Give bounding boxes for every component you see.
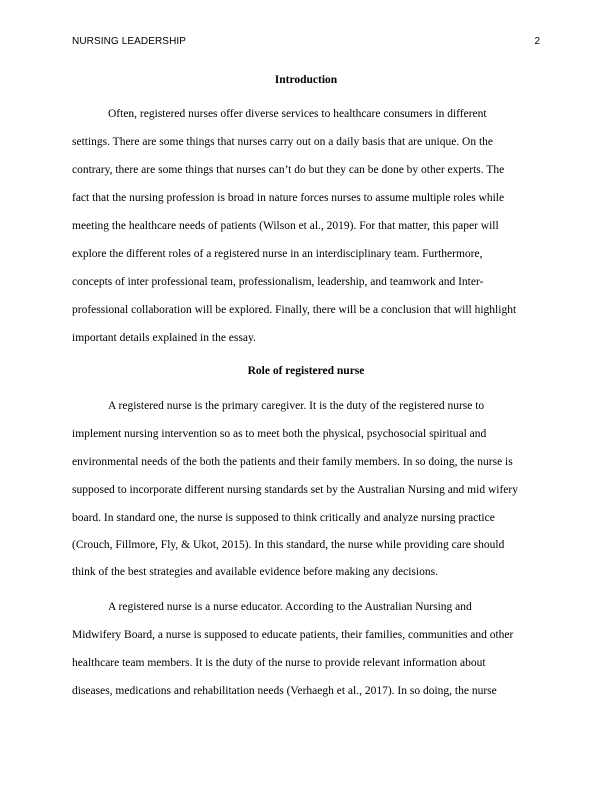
text-line: diseases, medications and rehabilitation needs (Verhaegh et al., 2017). In so doing, the nurse <box>72 685 497 697</box>
text-line: concepts of inter professional team, professionalism, leadership, and teamwork and Inter- <box>72 276 484 288</box>
text-line: board. In standard one, the nurse is supposed to think critically and analyze nursing practice <box>72 512 495 524</box>
text-line: healthcare team members. It is the duty of the nurse to provide relevant information about <box>72 657 486 669</box>
text-line: Midwifery Board, a nurse is supposed to educate patients, their families, communities and other <box>72 629 514 641</box>
text-line: fact that the nursing profession is broad in nature forces nurses to assume multiple roles while <box>72 192 505 204</box>
text-line: settings. There are some things that nurses carry out on a daily basis that are unique. On the <box>72 136 494 148</box>
text-line: explore the different roles of a registered nurse in an interdisciplinary team. Furthermore, <box>72 248 483 260</box>
page-number: 2 <box>534 36 540 47</box>
text-line: A registered nurse is a nurse educator. According to the Australian Nursing and <box>108 601 472 613</box>
text-line: contrary, there are some things that nurses can’t do but they can be done by other experts. The <box>72 164 505 176</box>
text-line: Often, registered nurses offer diverse services to healthcare consumers in different <box>108 108 487 120</box>
section-role <box>72 361 540 381</box>
text-line: professional collaboration will be explored. Finally, there will be a conclusion that will highlight <box>72 304 517 316</box>
text-line: (Crouch, Fillmore, Fly, & Ukot, 2015). In this standard, the nurse while providing care should <box>72 539 505 551</box>
text-line: think of the best strategies and available evidence before making any decisions. <box>72 566 438 578</box>
text-line: implement nursing intervention so as to meet both the physical, psychosocial spiritual and <box>72 428 487 440</box>
text-line: environmental needs of the both the patients and their family members. In so doing, the nurse is <box>72 456 513 468</box>
section-heading-role: Role of registered nurse <box>247 365 365 377</box>
section-heading-introduction: Introduction <box>274 74 338 86</box>
text-line: meeting the healthcare needs of patients (Wilson et al., 2019). For that matter, this paper will <box>72 220 499 232</box>
text-line: supposed to incorporate different nursing standards set by the Australian Nursing and mid wifery <box>72 484 518 496</box>
running-head: NURSING LEADERSHIP <box>72 36 187 47</box>
text-line: A registered nurse is the primary caregiver. It is the duty of the registered nurse to <box>108 400 485 412</box>
section-introduction <box>72 70 540 90</box>
text-line: important details explained in the essay. <box>72 332 256 344</box>
